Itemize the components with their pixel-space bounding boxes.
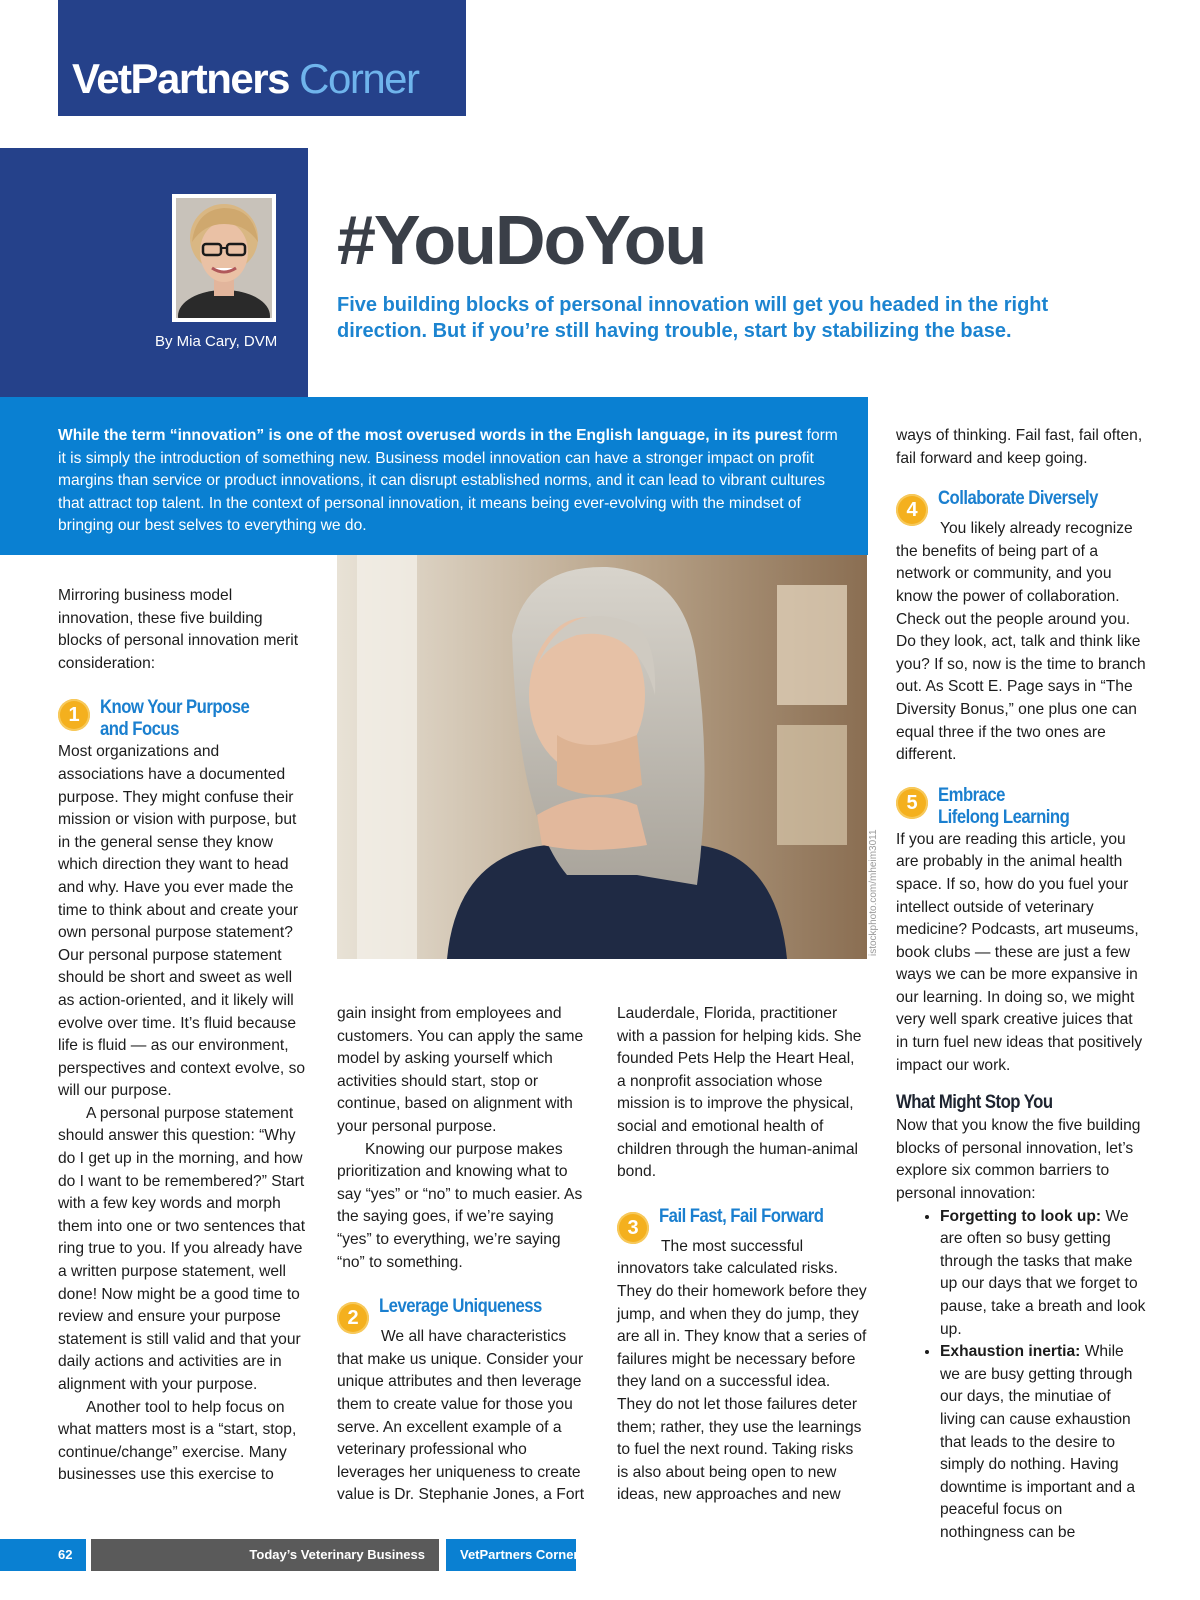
col3-paragraph-1: Lauderdale, Florida, practitioner with a passion for helping kids. She founded Pets Help the Heart Heal, a nonprofit association whose mission is to improve the physical, social and emotional health of children through the human-animal bond. — [617, 1005, 862, 1181]
section-5-header — [896, 785, 1146, 829]
footer-page-tab — [0, 1539, 86, 1571]
section-5-title-line1: Embrace — [938, 784, 1005, 806]
main-photo — [337, 555, 867, 959]
barrier-2-label: Exhaustion inertia: — [940, 1343, 1081, 1361]
section-4 — [896, 488, 1146, 767]
number-5-badge: 5 — [896, 787, 928, 819]
footer-magazine-tab — [91, 1539, 439, 1571]
section-3-title: Fail Fast, Fail Forward — [659, 1205, 824, 1227]
intro-lead: While the term “innovation” is one of the most overused words in the English language, in its purest — [58, 427, 803, 444]
section-4-paragraph-1: You likely already recognize the benefits of being part of a network or community, and you know the power of collaboration. Check out the people around you. Do they look, act, talk and think like you? If so, now is the time to branch out. As Scott E. Page says in “The Diversity Bonus,” one plus one can equal three if the two ones are different. — [896, 520, 1146, 764]
what-might-stop-you — [896, 1091, 1146, 1544]
col1-intro: Mirroring business model innovation, these five building blocks of personal innovation merit consideration: — [58, 587, 299, 672]
section-1-header — [58, 697, 308, 741]
number-2-badge: 2 — [337, 1302, 369, 1334]
stop-paragraph: Now that you know the five building blocks of personal innovation, let’s explore six common barriers to personal innovation: — [896, 1117, 1141, 1203]
page-number: 62 — [58, 1547, 73, 1562]
barrier-1-text: We are often so busy getting through the tasks that make up our days that we forget to pause, take a breath and look up. — [940, 1207, 1146, 1338]
section-name: VetPartners Corner — [460, 1547, 579, 1562]
masthead — [58, 0, 466, 116]
masthead-bold: VetPartners — [72, 55, 289, 102]
section-1-paragraph-3: Another tool to help focus on what matters most is a “start, stop, continue/change” exercise. Many businesses use this exercise to — [58, 1398, 297, 1484]
section-4-title: Collaborate Diversely — [938, 488, 1098, 510]
list-item — [940, 1206, 1146, 1342]
woman-portrait-image — [337, 555, 867, 959]
section-1-title — [100, 697, 270, 741]
section-2-paragraph-1: We all have characteristics that make us unique. Consider your unique attributes and then leverage them to create value for those you serve. An excellent example of a veterinary professional who leverages her uniqueness to create value is Dr. Stephanie Jones, a Fort — [337, 1328, 585, 1504]
author-photo — [172, 194, 276, 322]
col2-paragraph-1: gain insight from employees and customers. You can apply the same model by asking yourself which activities should start, stop or continue, based on alignment with your personal purpose. — [337, 1005, 584, 1135]
column-3 — [617, 1003, 867, 1507]
section-5 — [896, 785, 1146, 1078]
section-5-title — [938, 785, 1087, 829]
section-2 — [337, 1296, 587, 1507]
intro-body: form it is simply the introduction of something new. Business model innovation can have a stronger impact on profit margins than service or product innovations, it can disrupt established norms, and it can lead to vibrant cultures that attract top talent. In the context of personal innovation, it means being ever-evolving with the mindset of bringing our best selves to everything we do. — [58, 427, 838, 535]
author-portrait-image — [176, 198, 272, 318]
headline: #YouDoYou — [337, 201, 706, 279]
section-5-paragraph-1: If you are reading this article, you are probably in the animal health space. If so, how do you fuel your intellect outside of veterinary medicine? Podcasts, art museums, book clubs — these are just a few ways we can be more expansive in our learning. In doing so, we might very well spark creative juices that in turn fuel new ideas that positively impact our work. — [896, 830, 1143, 1074]
masthead-title — [72, 56, 419, 102]
photo-credit: istockphoto.com/mheim3011 — [868, 829, 879, 956]
column-2 — [337, 1003, 587, 1507]
number-1-badge: 1 — [58, 699, 90, 731]
number-3-badge: 3 — [617, 1212, 649, 1244]
section-1 — [58, 697, 308, 1487]
section-1-paragraph-2: A personal purpose statement should answer this question: “Why do I get up in the morning, and how do I want to be remembered?” Start with a few key words and morph them into one or two sentences that ring true to you. If you already have a written purpose statement, well done! Now might be a good time to review and ensure your purpose statement is still valid and that your daily actions and activities are in alignment with your purpose. — [58, 1104, 306, 1393]
column-4 — [896, 425, 1146, 1545]
section-1-paragraph-1: Most organizations and associations have a documented purpose. They might confuse their mission or vision with purpose, but in the general sense they know which direction they want to head and why. Have you ever made the time to think about and create your own personal purpose statement? Our personal purpose statement should be short and sweet as well as action-oriented, and it likely will evolve over time. It’s fluid because life is fluid — as our environment, perspectives and context evolve, so will our purpose. — [58, 743, 306, 1100]
barrier-1-label: Forgetting to look up: — [940, 1207, 1102, 1225]
list-item — [940, 1341, 1146, 1544]
col4-paragraph-1: ways of thinking. Fail fast, fail often, fail forward and keep going. — [896, 427, 1143, 467]
column-1 — [58, 585, 308, 1487]
masthead-light: Corner — [299, 55, 419, 102]
deck: Five building blocks of personal innovation will get you headed in the right direction. But if you’re still having trouble, start by stabilizing the base. — [337, 294, 1049, 342]
byline: By Mia Cary, DVM — [155, 333, 278, 350]
section-3 — [617, 1206, 867, 1507]
number-4-badge: 4 — [896, 494, 928, 526]
section-2-title: Leverage Uniqueness — [379, 1296, 542, 1318]
col2-paragraph-2: Knowing our purpose makes prioritization and knowing what to say “yes” or “no” to much easier. As the saying goes, if we’re saying “yes” to everything, we’re saying “no” to something. — [337, 1140, 583, 1271]
barriers-list — [896, 1206, 1146, 1545]
section-1-title-line1: Know Your Purpose — [100, 697, 250, 719]
footer-section-tab — [446, 1539, 579, 1571]
section-5-title-line2: Lifelong Learning — [938, 806, 1070, 828]
intro-text — [58, 425, 842, 538]
section-3-paragraph-1: The most successful innovators take calculated risks. They do their homework before they jump, and when they do jump, they are all in. They know that a series of failures might be necessary before they land on a successful idea. They do not let those failures deter them; rather, they use the learnings to fuel the next round. Taking risks is also about being open to new ideas, new approaches and new — [617, 1237, 867, 1504]
barrier-2-text: While we are busy getting through our days, the minutiae of living can cause exhaustion that leads to the desire to simply do nothing. Having downtime is important and a peaceful focus on nothingness can be — [940, 1343, 1136, 1541]
stop-title: What Might Stop You — [896, 1092, 1053, 1114]
magazine-name: Today’s Veterinary Business — [249, 1547, 425, 1562]
section-1-title-line2: and Focus — [100, 719, 179, 741]
